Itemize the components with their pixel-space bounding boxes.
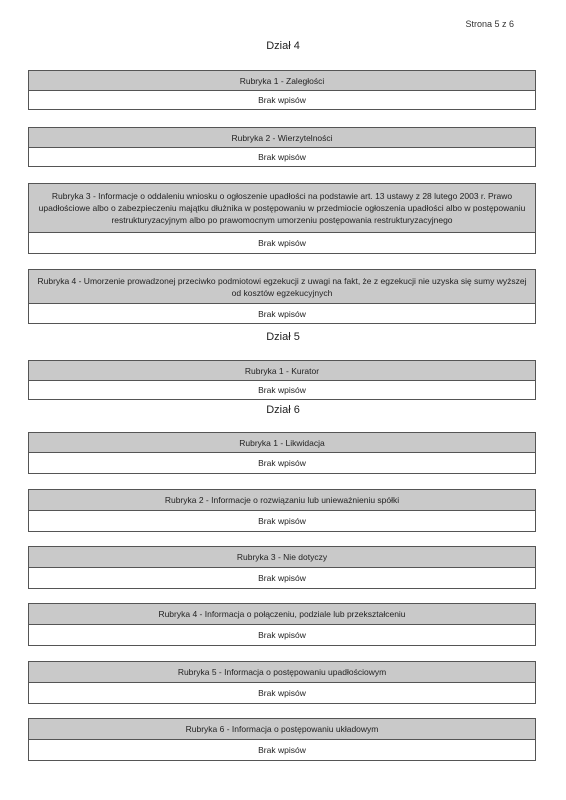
rubric-dzial6-3	[28, 546, 536, 589]
rubric-value: Brak wpisów	[258, 630, 306, 640]
rubric-dzial6-2	[28, 489, 536, 532]
page-number: Strona 5 z 6	[465, 19, 514, 29]
rubric-header: Rubryka 1 - Zaległości	[29, 71, 535, 91]
rubric-value: Brak wpisów	[258, 573, 306, 583]
rubric-header: Rubryka 4 - Informacja o połączeniu, podziale lub przekształceniu	[29, 604, 535, 625]
rubric-header: Rubryka 5 - Informacja o postępowaniu upadłościowym	[29, 662, 535, 683]
rubric-value: Brak wpisów	[258, 458, 306, 468]
rubric-header: Rubryka 2 - Wierzytelności	[29, 128, 535, 148]
rubric-value: Brak wpisów	[258, 238, 306, 248]
rubric-value: Brak wpisów	[258, 152, 306, 162]
rubric-header: Rubryka 4 - Umorzenie prowadzonej przeciwko podmiotowi egzekucji z uwagi na fakt, że z egzekucji nie uzyska się sumy wyższej od kosztów egzekucyjnych	[29, 270, 535, 304]
rubric-value: Brak wpisów	[258, 516, 306, 526]
rubric-dzial4-4	[28, 269, 536, 324]
rubric-dzial5-1	[28, 360, 536, 400]
rubric-dzial6-6	[28, 718, 536, 761]
rubric-dzial4-1	[28, 70, 536, 110]
rubric-value: Brak wpisów	[258, 688, 306, 698]
rubric-value: Brak wpisów	[258, 745, 306, 755]
rubric-dzial4-3	[28, 183, 536, 254]
section-title-dzial-5: Dział 5	[266, 331, 300, 343]
rubric-header: Rubryka 1 - Kurator	[29, 361, 535, 381]
rubric-dzial6-1	[28, 432, 536, 474]
rubric-dzial6-5	[28, 661, 536, 704]
rubric-header: Rubryka 1 - Likwidacja	[29, 433, 535, 453]
section-title-dzial-6: Dział 6	[266, 404, 300, 416]
rubric-header: Rubryka 3 - Informacje o oddaleniu wniosku o ogłoszenie upadłości na podstawie art. 13 ustawy z 28 lutego 2003 r. Prawo upadłościowe albo o zabezpieczeniu majątku dłużnika w postępowaniu w przedmiocie ogłoszenia upadłości albo w postępowaniu restrukturyzacyjnym albo po prawomocnym umorzeniu postępowania restrukturyzacyjnego	[29, 184, 535, 233]
rubric-header: Rubryka 6 - Informacja o postępowaniu układowym	[29, 719, 535, 740]
rubric-value: Brak wpisów	[258, 95, 306, 105]
rubric-value: Brak wpisów	[258, 308, 306, 319]
rubric-value: Brak wpisów	[258, 385, 306, 395]
rubric-dzial4-2	[28, 127, 536, 167]
rubric-header: Rubryka 2 - Informacje o rozwiązaniu lub unieważnieniu spółki	[29, 490, 535, 511]
section-title-dzial-4: Dział 4	[266, 40, 300, 52]
rubric-header: Rubryka 3 - Nie dotyczy	[29, 547, 535, 568]
rubric-dzial6-4	[28, 603, 536, 646]
